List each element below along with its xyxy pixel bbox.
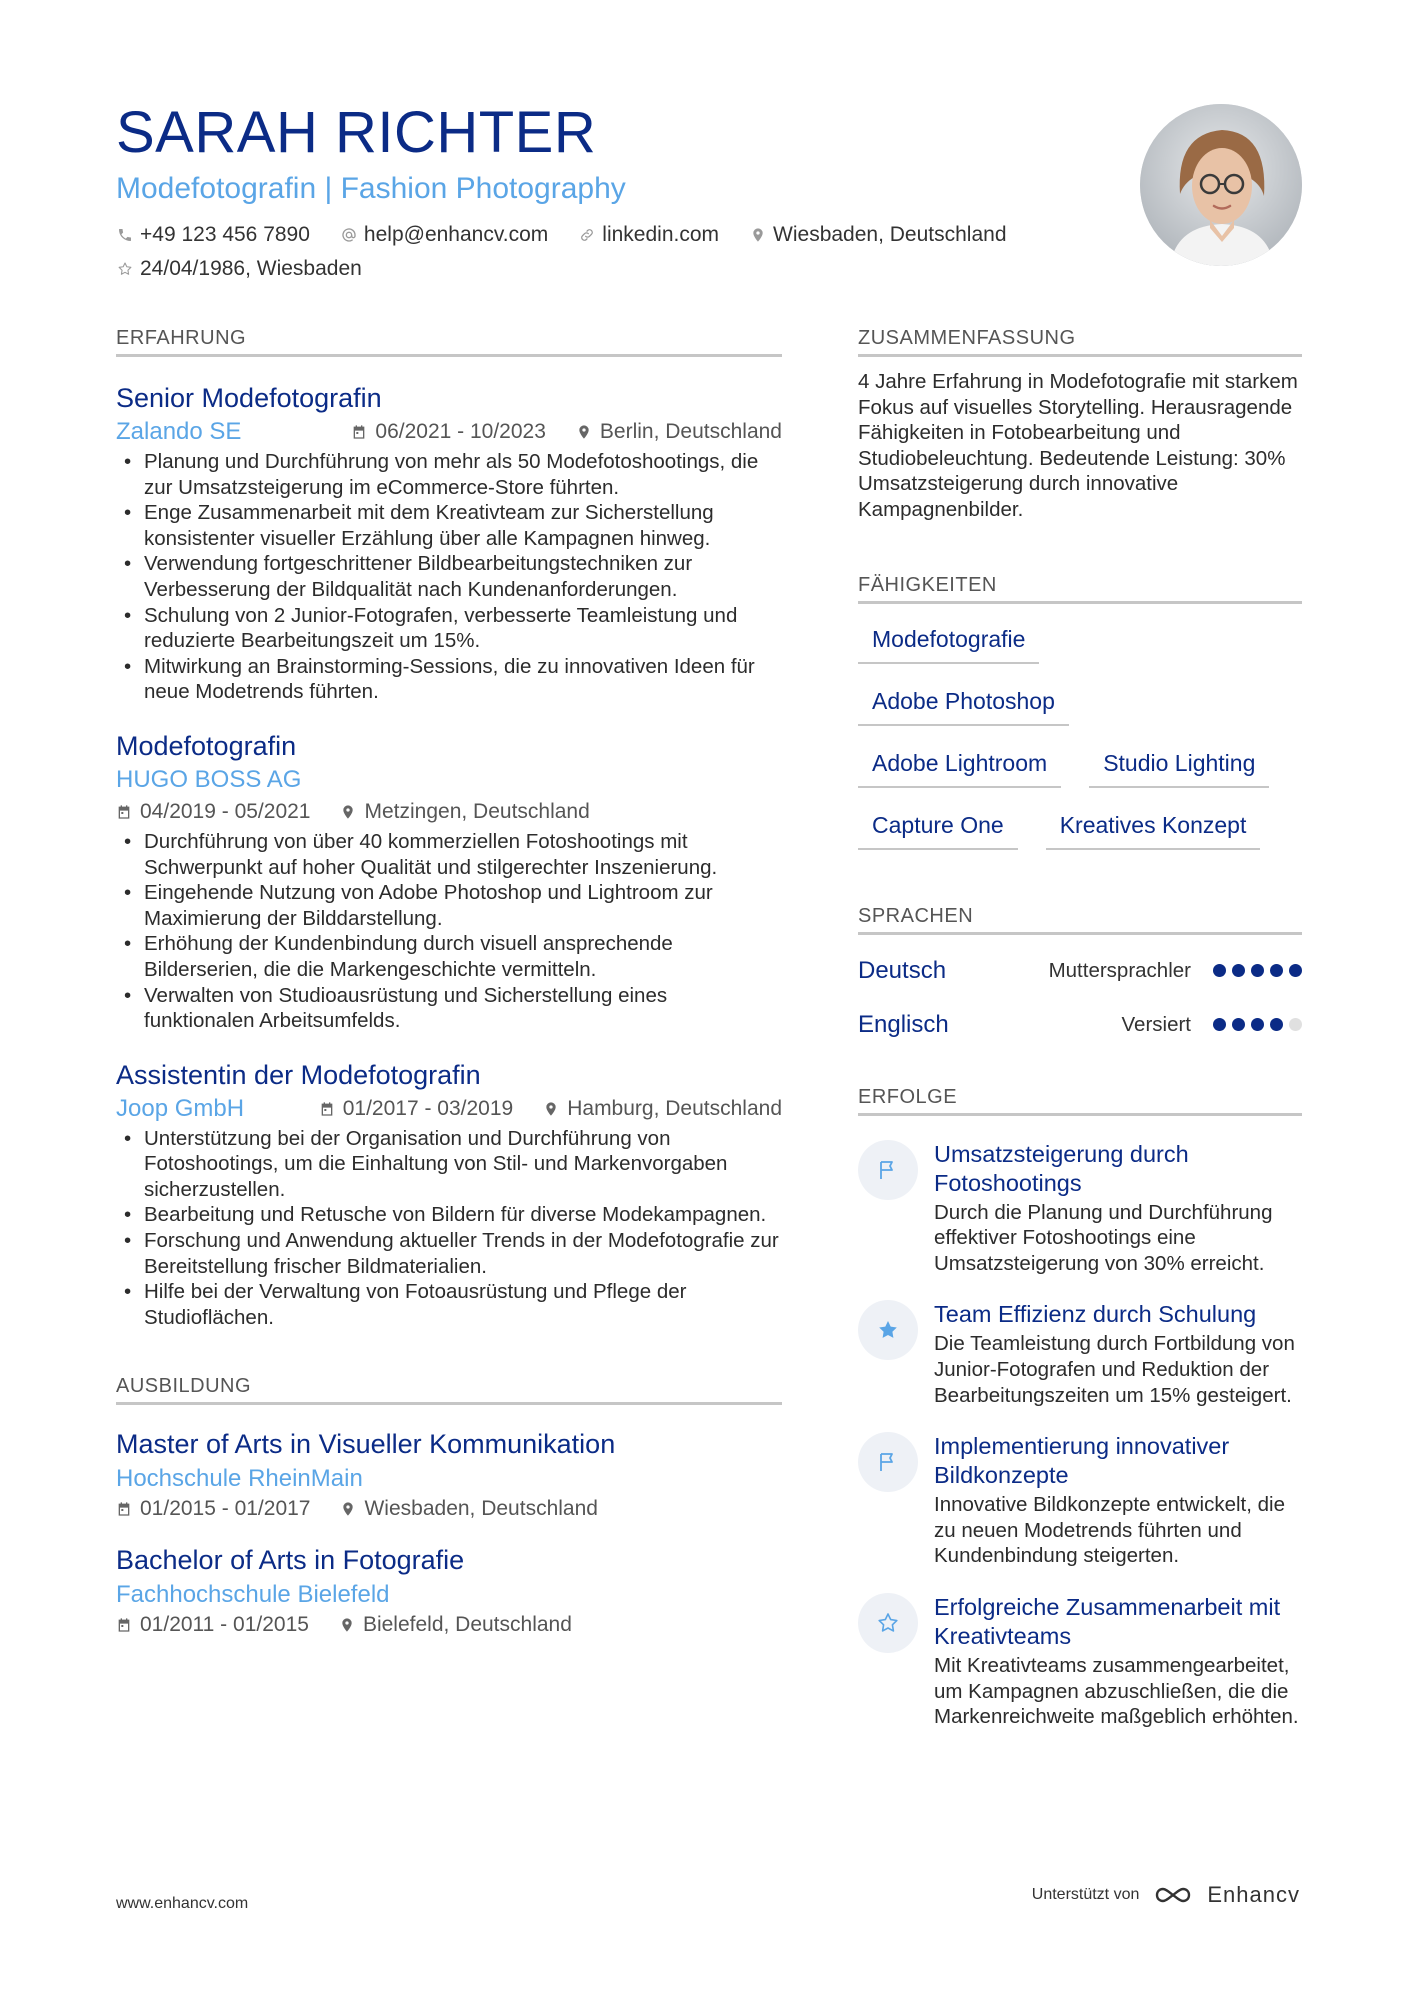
bullet-item: • Durchführung von über 40 kommerziellen Fotoshootings mit Schwerpunkt auf hoher Qualität und stilgerechter Inszenierung. bbox=[116, 829, 782, 880]
job-meta bbox=[116, 1094, 782, 1124]
contact-birth-text: 24/04/1986, Wiesbaden bbox=[140, 257, 362, 280]
education-dates-text: 01/2011 - 01/2015 bbox=[140, 1613, 309, 1637]
location-icon bbox=[543, 1101, 559, 1117]
rating-dot-filled bbox=[1270, 964, 1283, 977]
education-dates bbox=[116, 1497, 310, 1521]
contact-birth bbox=[116, 256, 362, 282]
profile-photo bbox=[1140, 104, 1302, 266]
at-icon bbox=[340, 226, 358, 244]
job-dates-text: 01/2017 - 03/2019 bbox=[342, 1096, 514, 1120]
language-row bbox=[858, 953, 1302, 989]
job-entry bbox=[116, 381, 782, 705]
contact-location-text: Wiesbaden, Deutschland bbox=[773, 223, 1007, 246]
candidate-title: Modefotografin | Fashion Photography bbox=[116, 172, 626, 205]
job-location bbox=[543, 1094, 782, 1124]
skill-tag: Adobe Photoshop bbox=[858, 680, 1069, 726]
bullet-item: • Verwalten von Studioausrüstung und Sicherstellung eines funktionalen Arbeitsumfelds. bbox=[116, 983, 782, 1034]
school-name: Fachhochschule Bielefeld bbox=[116, 1581, 390, 1609]
job-bullets bbox=[116, 1126, 782, 1331]
brand-logo[interactable] bbox=[1151, 1882, 1300, 1908]
language-row bbox=[858, 1007, 1302, 1043]
education-dates bbox=[116, 1613, 309, 1637]
education-location-text: Bielefeld, Deutschland bbox=[362, 1613, 572, 1637]
star-outline-icon bbox=[858, 1593, 918, 1653]
bullet-item: • Enge Zusammenarbeit mit dem Kreativteam zur Sicherstellung konsistenter visueller Erzählung über alle Kampagnen hinweg. bbox=[116, 500, 782, 551]
achievement-title: Team Effizienz durch Schulung bbox=[934, 1301, 1257, 1328]
contact-linkedin[interactable] bbox=[578, 222, 719, 248]
education-dates-text: 01/2015 - 01/2017 bbox=[140, 1497, 311, 1521]
achievement-desc: Durch die Planung und Durchführung effektiver Fotoshootings eine Umsatzsteigerung von 30% erreicht. bbox=[934, 1200, 1273, 1275]
job-dates bbox=[351, 417, 545, 447]
skill-tag: Capture One bbox=[858, 804, 1018, 850]
job-dates-text: 04/2019 - 05/2021 bbox=[140, 799, 311, 823]
calendar-icon bbox=[319, 1101, 335, 1117]
bullet-item: • Eingehende Nutzung von Adobe Photoshop und Lightroom zur Maximierung der Bilddarstellung. bbox=[116, 880, 782, 931]
flag-icon bbox=[858, 1140, 918, 1200]
rating-dot-filled bbox=[1213, 1018, 1226, 1031]
job-dates bbox=[116, 797, 310, 827]
skill-tag: Adobe Lightroom bbox=[858, 742, 1061, 788]
bullet-item: • Verwendung fortgeschrittener Bildbearbeitungstechniken zur Verbesserung der Bildqualität nach Kundenanforderungen. bbox=[116, 551, 782, 602]
job-meta bbox=[116, 417, 782, 447]
job-location-text: Hamburg, Deutschland bbox=[567, 1096, 782, 1120]
job-dates-text: 06/2021 - 10/2023 bbox=[375, 420, 546, 443]
location-icon bbox=[339, 1617, 355, 1633]
phone-icon bbox=[116, 226, 134, 244]
contact-email[interactable] bbox=[340, 222, 548, 248]
achievement-body bbox=[934, 1140, 1302, 1277]
contact-phone-text: +49 123 456 7890 bbox=[140, 223, 310, 246]
language-rating bbox=[1207, 964, 1302, 977]
achievement-item bbox=[858, 1300, 1302, 1408]
achievement-title: Implementierung innovativer Bildkonzepte bbox=[934, 1433, 1230, 1489]
achievement-body bbox=[934, 1300, 1302, 1408]
job-entry bbox=[116, 1058, 782, 1331]
achievement-body bbox=[934, 1593, 1302, 1730]
achievement-item bbox=[858, 1140, 1302, 1277]
job-meta-group bbox=[351, 417, 782, 447]
school-name: Hochschule RheinMain bbox=[116, 1465, 363, 1493]
rating-dot-filled bbox=[1289, 964, 1302, 977]
job-title: Modefotografin bbox=[116, 730, 297, 761]
rating-dot-filled bbox=[1232, 1018, 1245, 1031]
job-entry bbox=[116, 729, 782, 1034]
education-entry bbox=[116, 1543, 782, 1637]
bullet-item: • Forschung und Anwendung aktueller Trends in der Modefotografie zur Bereitstellung frischer Bildmaterialien. bbox=[116, 1228, 782, 1279]
location-icon bbox=[340, 804, 356, 820]
degree-title: Bachelor of Arts in Fotografie bbox=[116, 1545, 465, 1576]
location-icon bbox=[749, 226, 767, 244]
degree-title: Master of Arts in Visueller Kommunikation bbox=[116, 1429, 616, 1460]
contact-phone[interactable] bbox=[116, 222, 310, 248]
rating-dot-filled bbox=[1270, 1018, 1283, 1031]
summary-heading: ZUSAMMENFASSUNG bbox=[858, 326, 1302, 357]
job-title: Senior Modefotografin bbox=[116, 383, 382, 413]
bullet-item: • Planung und Durchführung von mehr als 50 Modefotoshootings, die zur Umsatzsteigerung im eCommerce-Store führten. bbox=[116, 449, 782, 500]
language-rating bbox=[1207, 1018, 1302, 1031]
flag-icon bbox=[858, 1432, 918, 1492]
language-level: Versiert bbox=[1121, 1012, 1191, 1036]
achievement-item bbox=[858, 1432, 1302, 1569]
company-name: Joop GmbH bbox=[116, 1094, 245, 1122]
resume-header bbox=[116, 100, 1116, 282]
footer-branding bbox=[1032, 1882, 1300, 1908]
language-name: Englisch bbox=[858, 1010, 949, 1038]
rating-dot-filled bbox=[1232, 964, 1245, 977]
language-level: Muttersprachler bbox=[1048, 958, 1191, 982]
job-title: Assistentin der Modefotografin bbox=[116, 1059, 481, 1090]
skills-heading: FÄHIGKEITEN bbox=[858, 573, 1302, 604]
skills-list bbox=[858, 618, 1302, 866]
calendar-icon bbox=[116, 1617, 132, 1633]
bullet-item: • Erhöhung der Kundenbindung durch visuell ansprechende Bilderserien, die die Markengeschichte vermitteln. bbox=[116, 931, 782, 982]
candidate-name: SARAH RICHTER bbox=[116, 100, 597, 165]
job-meta-items bbox=[116, 797, 590, 827]
job-location-text: Berlin, Deutschland bbox=[599, 420, 782, 443]
job-location-text: Metzingen, Deutschland bbox=[364, 799, 590, 823]
education-location bbox=[339, 1613, 572, 1637]
calendar-icon bbox=[116, 1501, 132, 1517]
contact-list bbox=[116, 222, 1096, 282]
summary-text: 4 Jahre Erfahrung in Modefotografie mit starkem Fokus auf visuelles Storytelling. Herausragende Fähigkeiten in Fotobearbeitung und Studiobeleuchtung. Bedeutende Leistung: 30% Umsatzsteigerung durch innovative Kampagnenbilder. bbox=[858, 370, 1298, 521]
job-location bbox=[576, 417, 782, 447]
skill-tag: Studio Lighting bbox=[1089, 742, 1269, 788]
calendar-icon bbox=[351, 424, 367, 440]
language-level-group bbox=[1122, 1013, 1303, 1037]
rating-dot-filled bbox=[1251, 964, 1264, 977]
contact-linkedin-text: linkedin.com bbox=[602, 223, 720, 246]
contact-location bbox=[749, 222, 1006, 248]
right-column bbox=[858, 326, 1302, 1730]
link-icon bbox=[578, 226, 596, 244]
job-location bbox=[340, 797, 589, 827]
star-icon bbox=[116, 260, 134, 278]
job-dates bbox=[319, 1094, 513, 1124]
company-name: Zalando SE bbox=[116, 418, 242, 445]
calendar-icon bbox=[116, 804, 132, 820]
contact-email-text: help@enhancv.com bbox=[363, 223, 549, 246]
education-location-text: Wiesbaden, Deutschland bbox=[364, 1497, 598, 1521]
education-entry bbox=[116, 1427, 782, 1521]
language-name: Deutsch bbox=[858, 956, 947, 984]
achievement-desc: Innovative Bildkonzepte entwickelt, die zu neuen Modetrends führten und Kundenbindung steigerten. bbox=[934, 1493, 1285, 1568]
job-bullets bbox=[116, 449, 782, 705]
location-icon bbox=[576, 424, 592, 440]
job-meta-group bbox=[116, 797, 782, 827]
job-bullets bbox=[116, 829, 782, 1034]
language-level-group bbox=[1049, 959, 1302, 983]
brand-name: Enhancv bbox=[1207, 1882, 1300, 1907]
achievement-title: Erfolgreiche Zusammenarbeit mit Kreativteams bbox=[934, 1593, 1281, 1649]
job-meta-group bbox=[319, 1094, 782, 1124]
education-location bbox=[340, 1497, 597, 1521]
achievement-desc: Die Teamleistung durch Fortbildung von Junior-Fotografen und Reduktion der Bearbeitungszeiten um 15% gesteigert. bbox=[934, 1332, 1295, 1407]
skill-tag: Modefotografie bbox=[858, 618, 1039, 664]
achievement-title: Umsatzsteigerung durch Fotoshootings bbox=[934, 1140, 1189, 1196]
achievements-heading: ERFOLGE bbox=[858, 1085, 1302, 1116]
education-meta bbox=[116, 1497, 782, 1521]
achievement-desc: Mit Kreativteams zusammengearbeitet, um Kampagnen abzuschließen, die die Markenreichweite maßgeblich erhöhten. bbox=[934, 1653, 1299, 1729]
rating-dot-filled bbox=[1251, 1018, 1264, 1031]
rating-dot-empty bbox=[1289, 1018, 1302, 1031]
experience-heading: ERFAHRUNG bbox=[116, 326, 782, 357]
education-meta bbox=[116, 1613, 782, 1637]
bullet-item: • Schulung von 2 Junior-Fotografen, verbesserte Teamleistung und reduzierte Bearbeitungszeit um 15%. bbox=[116, 603, 782, 654]
location-icon bbox=[340, 1501, 356, 1517]
skill-tag: Kreatives Konzept bbox=[1046, 804, 1261, 850]
rating-dot-filled bbox=[1213, 964, 1226, 977]
footer-website[interactable]: www.enhancv.com bbox=[116, 1895, 249, 1912]
bullet-item: • Hilfe bei der Verwaltung von Fotoausrüstung und Pflege der Studioflächen. bbox=[116, 1279, 782, 1330]
achievement-item bbox=[858, 1593, 1302, 1730]
languages-heading: SPRACHEN bbox=[858, 904, 1302, 935]
left-column bbox=[116, 326, 782, 1637]
job-meta bbox=[116, 765, 782, 795]
enhancv-logo-icon bbox=[1151, 1883, 1197, 1907]
star-filled-icon bbox=[858, 1300, 918, 1360]
bullet-item: • Mitwirkung an Brainstorming-Sessions, die zu innovativen Ideen für neue Modetrends führten. bbox=[116, 654, 782, 705]
powered-by-label: Unterstützt von bbox=[1031, 1886, 1140, 1903]
achievement-body bbox=[934, 1432, 1302, 1569]
bullet-item: • Unterstützung bei der Organisation und Durchführung von Fotoshootings, um die Einhaltung von Stil- und Markenvorgaben sicherzustellen. bbox=[116, 1126, 782, 1203]
company-name: HUGO BOSS AG bbox=[116, 765, 302, 793]
bullet-item: • Bearbeitung und Retusche von Bildern für diverse Modekampagnen. bbox=[116, 1202, 782, 1228]
education-heading: AUSBILDUNG bbox=[116, 1374, 782, 1405]
